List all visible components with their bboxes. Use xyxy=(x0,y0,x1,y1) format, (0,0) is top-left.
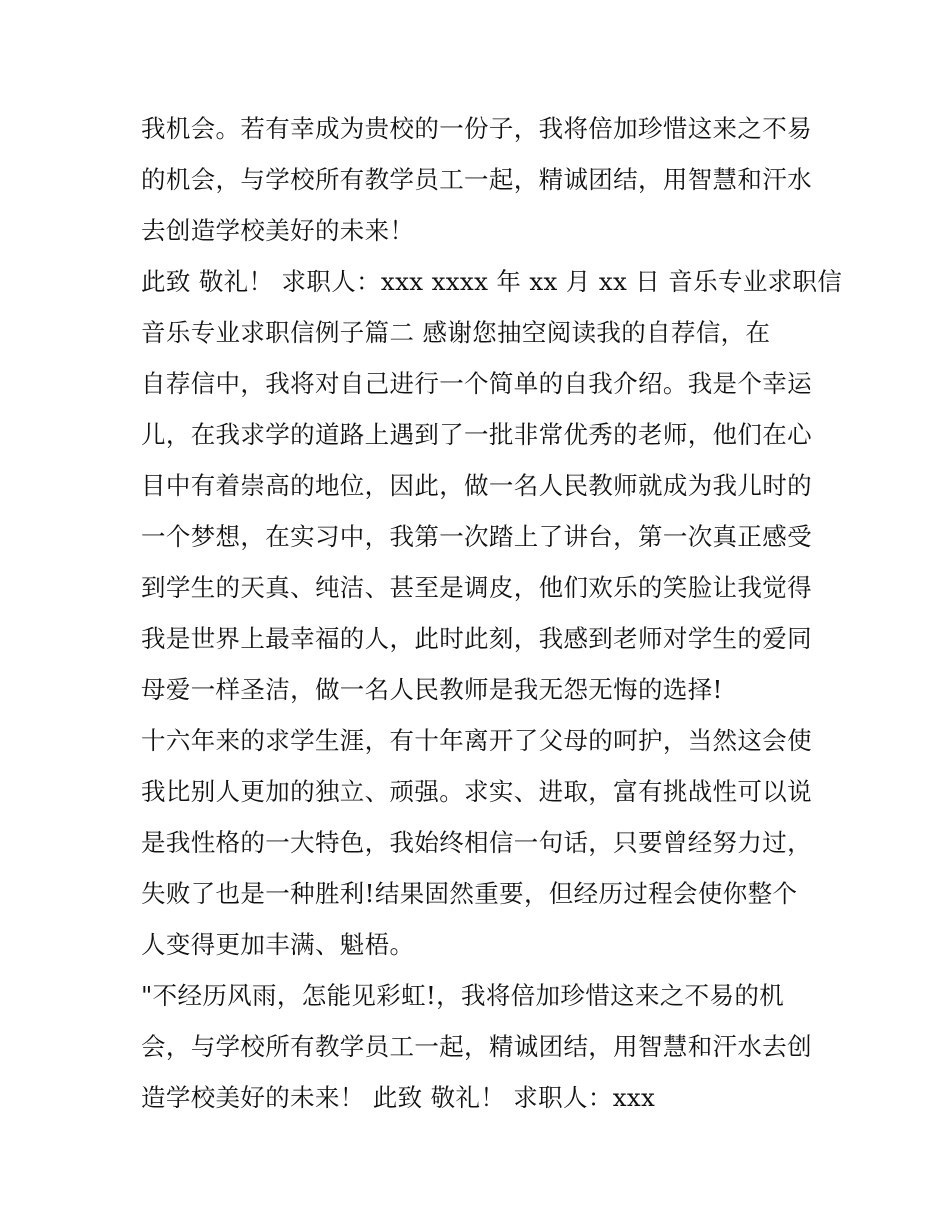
text-line: 到学生的天真、纯洁、甚至是调皮，他们欢乐的笑脸让我觉得 xyxy=(141,573,812,602)
text-line: 儿，在我求学的道路上遇到了一批非常优秀的老师，他们在心 xyxy=(141,420,812,449)
text-line: 十六年来的求学生涯，有十年离开了父母的呵护，当然这会使 xyxy=(141,726,812,755)
text-line: 失败了也是一种胜利!结果固然重要，但经历过程会使你整个 xyxy=(141,879,798,908)
text-line: 的机会，与学校所有教学员工一起，精诚团结，用智慧和汗水 xyxy=(141,165,812,194)
text-line: 我是世界上最幸福的人，此时此刻，我感到老师对学生的爱同 xyxy=(141,624,812,653)
text-line: 人变得更加丰满、魁梧。 xyxy=(141,930,415,959)
text-line: 去创造学校美好的未来！ xyxy=(141,216,415,245)
text-line: 音乐专业求职信例子篇二 感谢您抽空阅读我的自荐信，在 xyxy=(141,318,771,347)
text-line: 目中有着崇高的地位，因此，做一名人民教师就成为我儿时的 xyxy=(141,471,812,500)
text-line: 此致 敬礼！ 求职人：xxx xxxx 年 xx 月 xx 日 音乐专业求职信 xyxy=(141,267,843,296)
text-line: 母爱一样圣洁，做一名人民教师是我无怨无悔的选择! xyxy=(141,675,723,704)
text-line: 我机会。若有幸成为贵校的一份子，我将倍加珍惜这来之不易 xyxy=(141,114,812,143)
text-line: 会，与学校所有教学员工一起，精诚团结，用智慧和汗水去创 xyxy=(141,1032,812,1061)
text-line: 一个梦想，在实习中，我第一次踏上了讲台，第一次真正感受 xyxy=(141,522,812,551)
text-line: "不经历风雨，怎能见彩虹!，我将倍加珍惜这来之不易的机 xyxy=(141,981,785,1010)
text-line: 我比别人更加的独立、顽强。求实、进取，富有挑战性可以说 xyxy=(141,777,812,806)
text-line: 是我性格的一大特色，我始终相信一句话，只要曾经努力过， xyxy=(141,828,812,857)
text-line: 自荐信中，我将对自己进行一个简单的自我介绍。我是个幸运 xyxy=(141,369,812,398)
text-line: 造学校美好的未来！ 此致 敬礼！ 求职人：xxx xyxy=(141,1083,656,1112)
